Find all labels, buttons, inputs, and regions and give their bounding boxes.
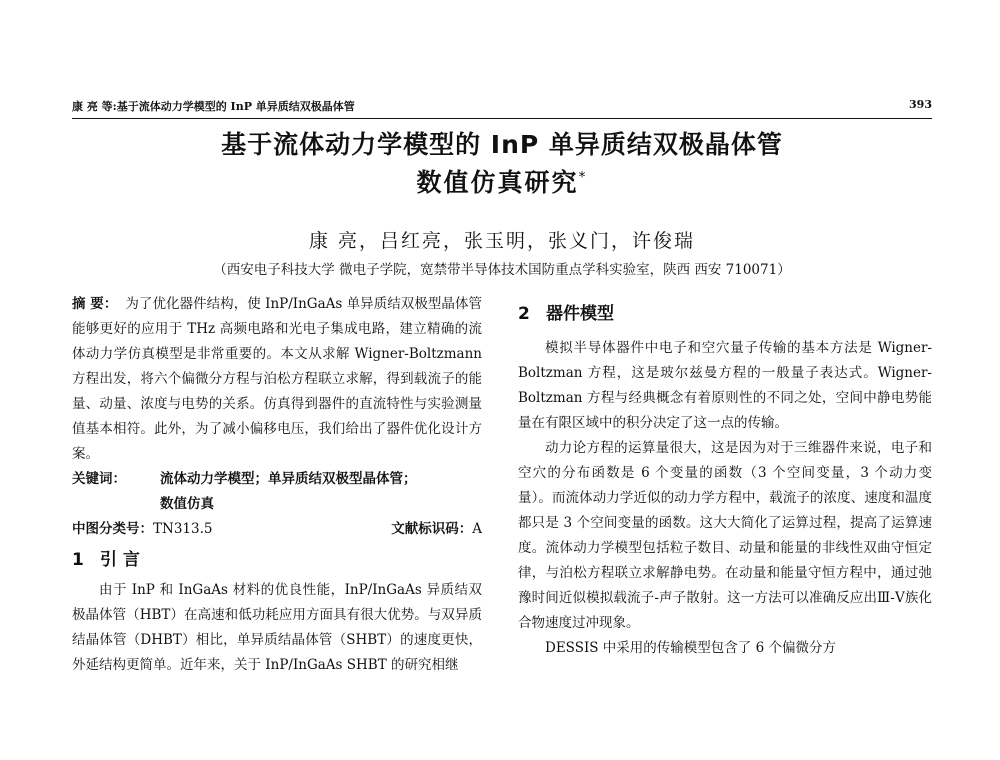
abstract-text: 为了优化器件结构，使 InP/InGaAs 单异质结双极型晶体管能够更好的应用于 THz 高频电路和光电子集成电路，建立精确的流体动力学仿真模型是非常重要的。本文从求解 Wigner-Boltzmann 方程出发，将六个偏微分方程与泊松方程联立求解，得到载流子的能量、动量、浓度与电势的关系。仿真得到器件的直流特性与实验测量值基本相符。此外，为了减小偏移电压，我们给出了器件优化设计方案。 (72, 296, 483, 462)
keywords-line1: 流体动力学模型；单异质结双极型晶体管； (160, 471, 417, 487)
section-title: 引 言 (100, 550, 140, 570)
keywords-line2: 数值仿真 (160, 496, 214, 512)
author-list: 康 亮，吕红亮，张玉明，张义门，许俊瑞 (308, 230, 696, 252)
classification-row (72, 517, 482, 542)
document-code-value: A (472, 521, 482, 537)
left-column (72, 292, 482, 678)
intro-paragraph: 由于 InP 和 InGaAs 材料的优良性能，InP/InGaAs 异质结双极晶体管（HBT）在高速和低功耗应用方面具有很大优势。与双异质结晶体管（DHBT）相比，单异质结晶体管（SHBT）的速度更快，外延结构更简单。近年来，关于 InP/InGaAs SHBT 的研究相继 (72, 582, 482, 673)
model-paragraph: 动力论方程的运算量很大，这是因为对于三维器件来说，电子和空穴的分布函数是 6 个变量的函数（3 个空间变量，3 个动力变量）。而流体动力学近似的动力学方程中，载流子的浓度、速度和温度都只是 3 个空间变量的函数。这大大简化了运算过程，提高了运算速度。流体动力学模型包括粒子数目、动量和能量的非线性双曲守恒定律，与泊松方程联立求解静电势。在动量和能量守恒方程中，通过弛豫时间近似模拟载流子-声子散射。这一方法可以准确反应出Ⅲ-Ⅴ族化合物速度过冲现象。 (518, 440, 932, 631)
section-title: 器件模型 (546, 304, 614, 324)
section-heading-model (518, 292, 932, 336)
page-number: 393 (909, 98, 932, 111)
title-footnote-mark: * (578, 169, 588, 186)
document-code (391, 517, 482, 542)
section-heading-intro (72, 542, 482, 578)
section-number: 1 (72, 550, 84, 570)
paper-title-line2 (72, 163, 932, 199)
keywords-label: 关键词： (72, 471, 126, 487)
paper-title-line1: 基于流体动力学模型的 InP 单异质结双极晶体管 (221, 130, 783, 159)
abstract (72, 292, 482, 467)
running-title: 康 亮 等:基于流体动力学模型的 InP 单异质结双极晶体管 (72, 100, 355, 113)
model-paragraph: 模拟半导体器件中电子和空穴量子传输的基本方法是 Wigner-Boltzman 方程，这是玻尔兹曼方程的一般量子表达式。Wigner-Boltzman 方程与经典概念有着原则性的不同之处，空间中静电势能量在有限区域中的积分决定了这一点的传输。 (518, 340, 932, 431)
running-header (72, 96, 932, 114)
paper-title-line2-text: 数值仿真研究 (416, 168, 579, 197)
classification-label: 中图分类号： (72, 521, 153, 537)
abstract-label: 摘 要： (72, 296, 118, 312)
classification-value: TN313.5 (153, 521, 213, 537)
section-number: 2 (518, 304, 530, 324)
affiliation: （西安电子科技大学 微电子学院，宽禁带半导体技术国防重点学科实验室，陕西 西安 710071） (213, 262, 791, 278)
document-code-label: 文献标识码： (391, 521, 473, 537)
keywords (72, 467, 482, 517)
model-paragraph: DESSIS 中采用的传输模型包含了 6 个偏微分方 (545, 640, 836, 656)
right-column (518, 292, 932, 661)
header-rule (72, 118, 932, 119)
